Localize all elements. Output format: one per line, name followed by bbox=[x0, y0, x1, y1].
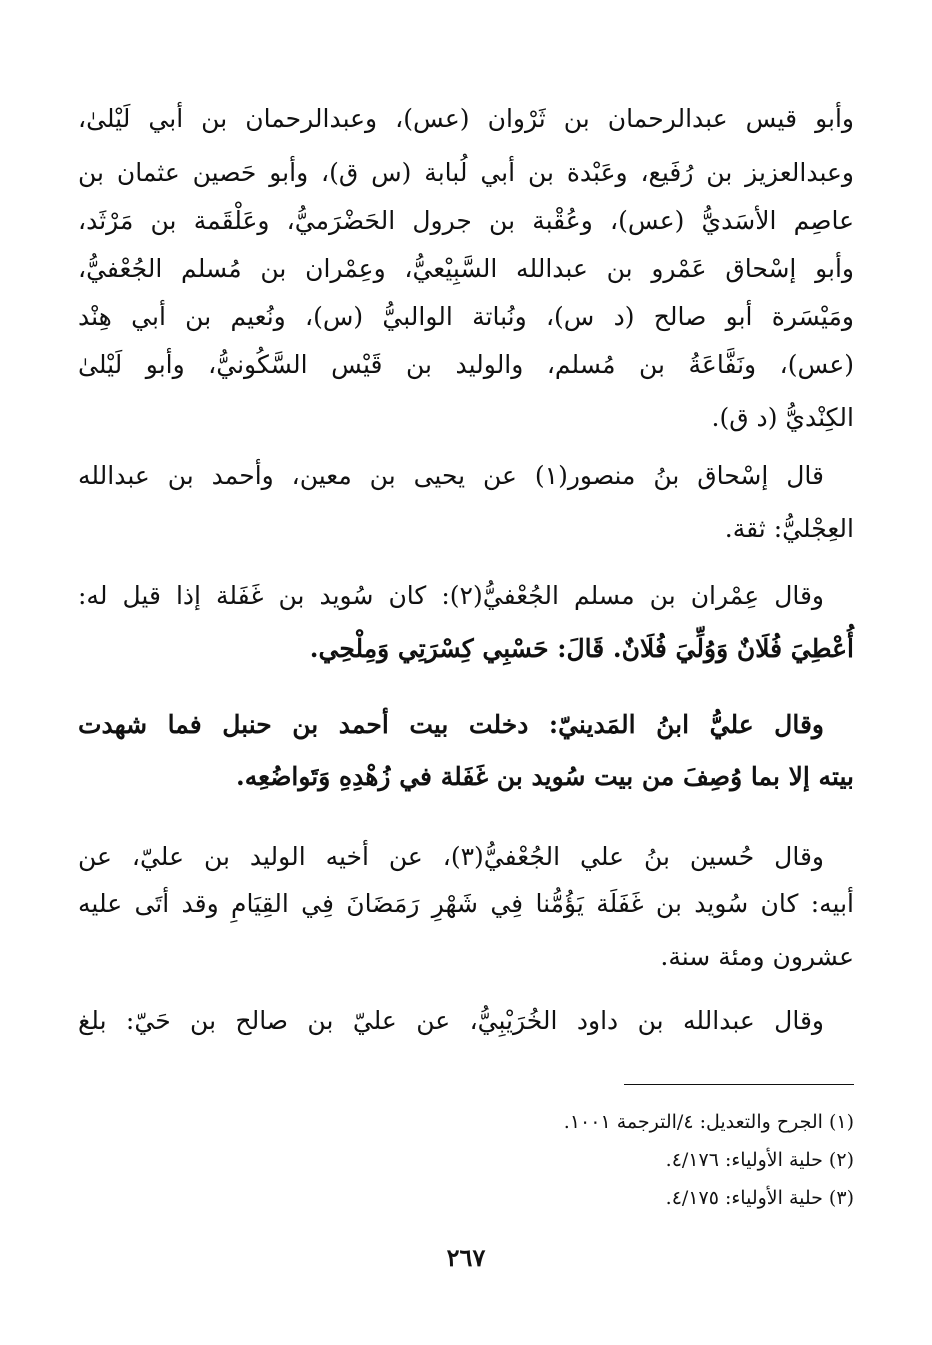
footnote: (١) الجرح والتعديل: ٤/الترجمة ١٠٠١. bbox=[563, 1111, 854, 1133]
text-line: عشرون ومئة سنة. bbox=[660, 942, 854, 971]
footnote-divider bbox=[624, 1084, 854, 1085]
text-line: وأبو إسْحاق عَمْرو بن عبدالله السَّبِيْعيُّ، وعِمْران بن مُسلم الجُعْفيُّ، bbox=[78, 254, 854, 283]
text-line: العِجْليُّ: ثقة. bbox=[724, 514, 854, 543]
text-line: وعبدالعزيز بن رُفَيع، وعَبْدة بن أبي لُبابة (س ق)، وأبو حَصين عثمان بن bbox=[78, 158, 854, 187]
text-line: وقال عِمْران بن مسلم الجُعْفيُّ(٢): كان سُويد بن غَفَلة إذا قيل له: bbox=[78, 581, 824, 610]
text-line: وأبو قيس عبدالرحمان بن ثَرْوان (عس)، وعبدالرحمان بن أبي لَيْلىٰ، bbox=[78, 104, 854, 133]
text-line: قال إسْحاق بنُ منصور(١) عن يحيى بن معين، وأحمد بن عبدالله bbox=[78, 461, 824, 490]
text-line: (عس)، ونَفَّاعَةُ بن مُسلم، والوليد بن قَيْس السَّكُونيُّ، وأبو لَيْلىٰ bbox=[78, 350, 854, 379]
text-line: الكِنْديُّ (د ق). bbox=[711, 403, 854, 432]
page-number: ٢٦٧ bbox=[446, 1243, 486, 1272]
text-line: بيته إلا بما وُصِفَ من بيت سُويد بن غَفَلة في زُهْدِهِ وَتَواضُعِه. bbox=[236, 762, 854, 791]
footnote: (٢) حلية الأولياء: ٤/١٧٦. bbox=[665, 1149, 854, 1171]
text-line: عاصِم الأسَديُّ (عس)، وعُقْبة بن جرول الحَضْرَميُّ، وعَلْقَمة بن مَرْثَد، bbox=[78, 206, 854, 235]
text-line: وقال حُسين بنُ علي الجُعْفيُّ(٣)، عن أخيه الوليد بن عليّ، عن bbox=[78, 842, 824, 871]
text-line: ومَيْسَرة أبو صالح (د س)، ونُباتة الوالبيُّ (س)، ونُعيم بن أبي هِنْد bbox=[78, 302, 854, 331]
text-line: وقال عبدالله بن داود الخُرَيْبِيُّ، عن عليّ بن صالح بن حَيّ: بلغ bbox=[78, 1006, 824, 1035]
footnote: (٣) حلية الأولياء: ٤/١٧٥. bbox=[665, 1187, 854, 1209]
hadith-quote: أُعْطِيَ فُلَانٌ وَوُلِّيَ فُلَانٌ. قَالَ: حَسْبِي كِسْرَتِي وَمِلْحِي. bbox=[309, 634, 854, 663]
text-line: وقال عليُّ ابنُ المَدينيّ: دخلت بيت أحمد بن حنبل فما شهدت bbox=[78, 710, 824, 739]
text-line: أبيه: كان سُويد بن غَفَلَة يَؤُمُّنا فِي شَهْرِ رَمَضَانَ فِي القِيَامِ وقد أتَى عليه bbox=[78, 889, 854, 918]
